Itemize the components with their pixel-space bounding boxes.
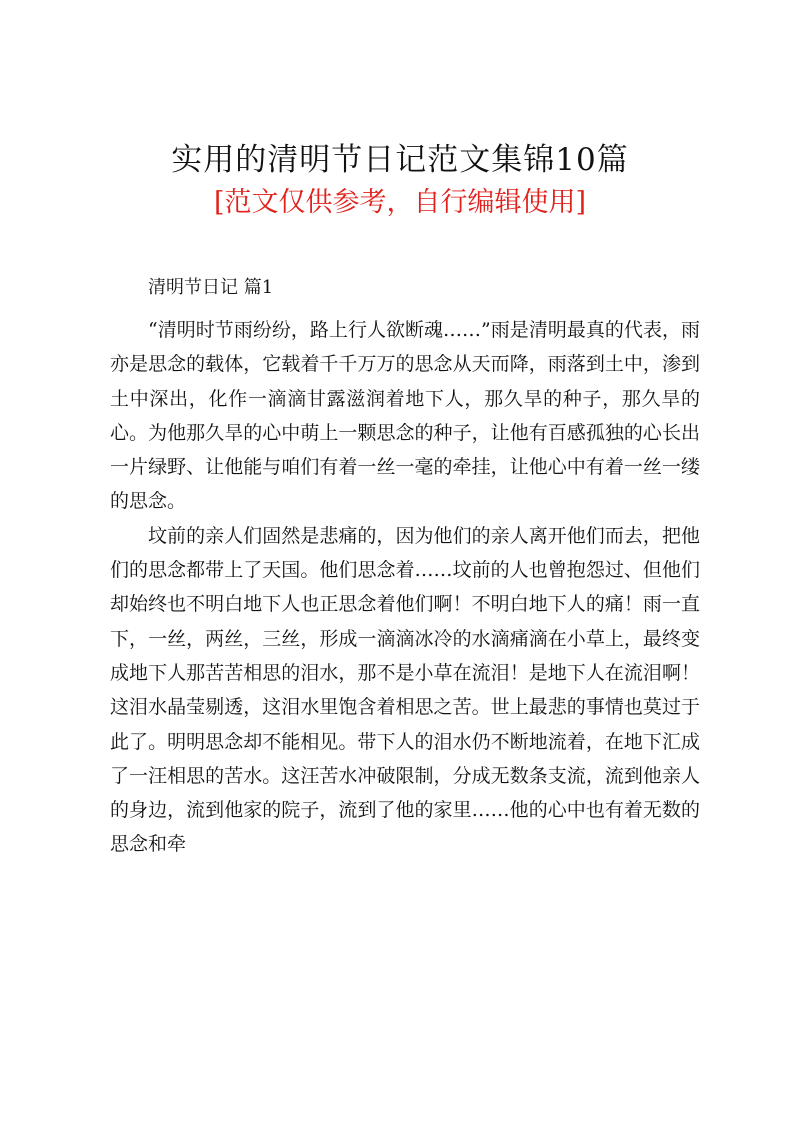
paragraph-2: 坟前的亲人们固然是悲痛的，因为他们的亲人离开他们而去，把他们的思念都带上了天国。他们思念着……坟前的人也曾抱怨过、但他们却始终也不明白地下人也正思念着他们啊！不明白地下人的痛！雨一直下，一丝，两丝，三丝，形成一滴滴冰冷的水滴痛滴在小草上，最终变成地下人那苦苦相思的泪水，那不是小草在流泪！是地下人在流泪啊！这泪水晶莹剔透，这泪水里饱含着相思之苦。世上最悲的事情也莫过于此了。明明思念却不能相见。带下人的泪水仍不断地流着，在地下汇成了一汪相思的苦水。这汪苦水冲破限制，分成无数条支流，流到他亲人的身边，流到他家的院子，流到了他的家里……他的心中也有着无数的思念和牵 (110, 524, 700, 856)
document-title: 实用的清明节日记范文集锦10篇 (171, 142, 629, 178)
document-subtitle: [范文仅供参考，自行编辑使用] (213, 187, 587, 218)
paragraph-1: “清明时节雨纷纷，路上行人欲断魂……”雨是清明最真的代表，雨亦是思念的载体，它载着千千万万的思念从天而降，雨落到土中，渗到土中深出，化作一滴滴甘露滋润着地下人，那久旱的种子，那久旱的心。为他那久旱的心中萌上一颗思念的种子，让他有百感孤独的心长出一片绿野、让他能与咱们有着一丝一毫的牵挂，让他心中有着一丝一缕的思念。 (110, 319, 700, 513)
document-body (110, 313, 700, 862)
section-heading: 清明节日记 篇1 (148, 277, 274, 298)
